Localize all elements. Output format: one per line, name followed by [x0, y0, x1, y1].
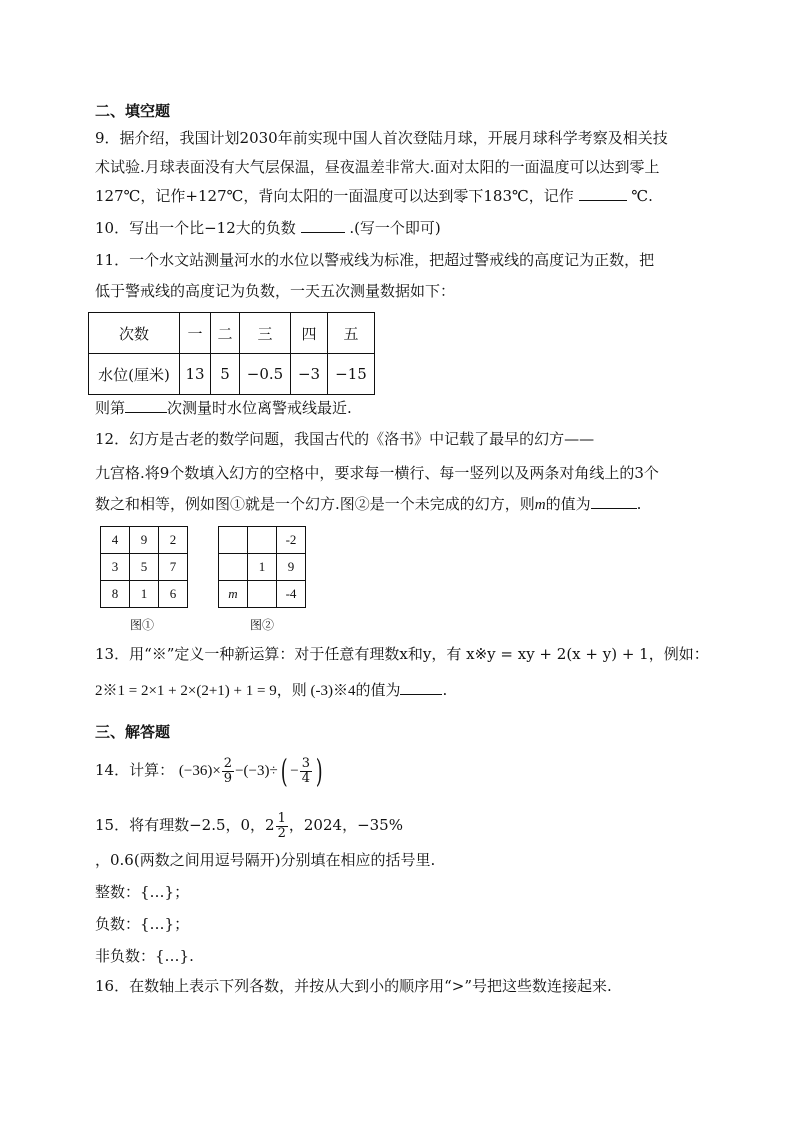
q9-line1: 9．据介绍，我国计划2030年前实现中国人首次登陆月球，开展月球科学考察及相关技 — [95, 129, 668, 147]
magic-cell: 4 — [101, 527, 130, 554]
q9-unit: ℃. — [631, 187, 653, 205]
q16-line: 16．在数轴上表示下列各数，并按从大到小的顺序用“>”号把这些数连接起来. — [95, 977, 612, 995]
magic-cell: -4 — [277, 581, 306, 608]
q15-line2: ，0.6(两数之间用逗号隔开)分别填在相应的括号里. — [95, 851, 436, 869]
q12-line3 — [95, 493, 641, 516]
table-header-row — [89, 313, 375, 354]
water-level-table — [88, 312, 375, 395]
q11-line2: 低于警戒线的高度记为负数，一天五次测量数据如下： — [95, 282, 456, 300]
table-cell: 5 — [211, 354, 240, 395]
table-cell: 13 — [180, 354, 211, 395]
magic-cell: 7 — [159, 554, 188, 581]
right-paren: ) — [315, 752, 323, 790]
q12-var-m: m — [534, 497, 546, 513]
table-cell: −3 — [291, 354, 328, 395]
q10-note: .(写一个即可) — [349, 219, 441, 237]
magic-cell: 9 — [277, 554, 306, 581]
q12-period: . — [636, 495, 642, 513]
q15-line1 — [95, 808, 403, 842]
q14-expr-b: −(−3)÷ — [235, 763, 278, 779]
q15-text-b: ，2024，−35% — [288, 816, 403, 834]
q12-line3-text: 数之和相等，例如图①就是一个幻方.图②是一个未完成的幻方，则 — [95, 495, 535, 513]
q15-text-a: 15．将有理数−2.5，0，2 — [95, 816, 275, 834]
table-row-label: 水位(厘米) — [89, 354, 180, 395]
section-title-answer: 三、解答题 — [95, 723, 171, 741]
q14-fraction — [222, 757, 234, 786]
q9-line3 — [95, 185, 653, 207]
q12-answer-blank[interactable] — [591, 493, 637, 509]
q14-minus: − — [290, 763, 299, 779]
q14-line — [95, 753, 325, 788]
table-row — [89, 354, 375, 395]
q10-line — [95, 217, 441, 239]
q14-label: 14．计算： — [95, 761, 175, 779]
table-header-cell: 一 — [180, 313, 211, 354]
section-title-fill-blank: 二、填空题 — [95, 102, 171, 120]
q10-answer-blank[interactable] — [301, 217, 345, 233]
q12-line3-text-b: 的值为 — [545, 495, 591, 513]
magic-cell: -2 — [277, 527, 306, 554]
magic-cell: 5 — [130, 554, 159, 581]
table-cell: −15 — [328, 354, 375, 395]
q11-answer-blank[interactable] — [125, 397, 167, 413]
left-paren: ( — [280, 752, 288, 790]
q11-line1: 11．一个水文站测量河水的水位以警戒线为标准，把超过警戒线的高度记为正数，把 — [95, 251, 655, 269]
q14-fraction2 — [300, 757, 312, 786]
table-cell: −0.5 — [240, 354, 291, 395]
magic-cell: 2 — [159, 527, 188, 554]
fraction-denominator: 2 — [277, 825, 286, 841]
q15-integers: 整数：{…}； — [95, 883, 190, 901]
q9-line2: 术试验.月球表面没有大气层保温，昼夜温差非常大.面对太阳的一面温度可以达到零上 — [95, 158, 660, 176]
q9-answer-blank[interactable] — [579, 185, 627, 201]
magic-cell: 6 — [159, 581, 188, 608]
magic-cell: 3 — [101, 554, 130, 581]
magic-cell: 9 — [130, 527, 159, 554]
magic-cell: 1 — [130, 581, 159, 608]
fraction-numerator: 3 — [301, 755, 310, 771]
fraction-denominator: 4 — [301, 770, 310, 786]
fig1-caption: 图① — [130, 618, 155, 632]
table-header-cell: 三 — [240, 313, 291, 354]
q12-line2: 九宫格.将9个数填入幻方的空格中，要求每一横行、每一竖列以及两条对角线上的3个 — [95, 464, 659, 482]
fig2-caption: 图② — [250, 618, 275, 632]
magic-cell: 8 — [101, 581, 130, 608]
magic-square-fig1 — [100, 526, 188, 608]
q15-mixed-fraction — [276, 812, 288, 841]
q11-after-b: 次测量时水位离警戒线最近. — [167, 399, 352, 417]
q13-line1: 13．用“※”定义一种新运算：对于任意有理数x和y，有 x※y = xy + 2(x + y) + 1，例如： — [95, 645, 709, 663]
magic-cell — [248, 527, 277, 554]
magic-cell — [219, 527, 248, 554]
table-header-cell: 五 — [328, 313, 375, 354]
table-header-cell: 二 — [211, 313, 240, 354]
q11-after-a: 则第 — [95, 399, 126, 417]
q15-nonnegatives: 非负数：{…}. — [95, 947, 194, 965]
q13-period: . — [442, 681, 448, 699]
q12-line1: 12．幻方是古老的数学问题，我国古代的《洛书》中记载了最早的幻方—— — [95, 430, 595, 448]
q10-text: 10．写出一个比−12大的负数 — [95, 219, 296, 237]
q13-answer-blank[interactable] — [400, 679, 442, 695]
q14-expr-a: (−36)× — [178, 763, 221, 779]
q15-negatives: 负数：{…}； — [95, 915, 190, 933]
fraction-numerator: 1 — [277, 810, 286, 826]
fraction-denominator: 9 — [223, 770, 233, 786]
table-header-cell: 次数 — [89, 313, 180, 354]
q13-line2 — [95, 679, 447, 702]
magic-cell: 1 — [248, 554, 277, 581]
q13-example: 2※1 = 2×1 + 2×(2+1) + 1 = 9，则 (-3)※4的值为 — [95, 683, 401, 699]
magic-square-fig2 — [218, 526, 306, 608]
magic-cell — [219, 554, 248, 581]
magic-cell: m — [219, 581, 248, 608]
magic-cell — [248, 581, 277, 608]
q9-line3-text: 127℃，记作+127℃，背向太阳的一面温度可以达到零下183℃，记作 — [95, 187, 574, 205]
table-header-cell: 四 — [291, 313, 328, 354]
q11-after — [95, 397, 352, 419]
fraction-numerator: 2 — [223, 755, 233, 771]
